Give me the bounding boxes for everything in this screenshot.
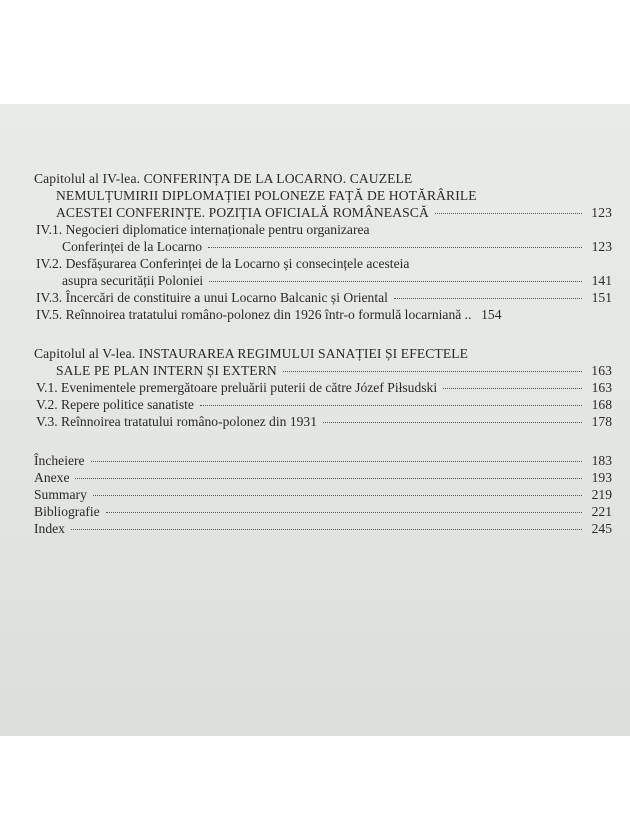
leader-dots: [106, 512, 582, 513]
page-number: 163: [591, 363, 612, 378]
page-number: 123: [591, 205, 612, 220]
leader-dots: [443, 388, 582, 389]
toc-chapter-4: [34, 170, 612, 221]
toc-row: [36, 413, 612, 430]
book-page: [0, 104, 630, 736]
toc-row: [36, 238, 612, 255]
leader-dots: [283, 371, 582, 372]
toc-back-matter: [34, 452, 612, 537]
leader-dots: [75, 478, 582, 479]
toc-row: [34, 469, 612, 486]
page-number: 154: [481, 307, 502, 322]
toc-row: [34, 486, 612, 503]
page-number: 219: [591, 487, 612, 502]
toc-row: [34, 204, 612, 221]
chapter-5-title-line-1: Capitolul al V-lea. INSTAURAREA REGIMULUI SANAȚIEI ȘI EFECTELE: [34, 346, 469, 361]
back-matter-label: Anexe: [34, 470, 70, 485]
leader-dots: [93, 495, 582, 496]
leader-dots: [435, 213, 582, 214]
back-matter-label: Încheiere: [34, 453, 85, 468]
section-title-line-2: Conferinței de la Locarno: [62, 239, 203, 254]
toc-row: [34, 452, 612, 469]
page-number: 163: [591, 380, 612, 395]
toc-row: [36, 289, 612, 306]
chapter-4-title-line-1: Capitolul al IV-lea. CONFERINȚA DE LA LOCARNO. CAUZELE: [34, 171, 413, 186]
leader-dots: [394, 298, 582, 299]
toc-row: [34, 503, 612, 520]
table-of-contents: [34, 170, 612, 537]
toc-section-4-1: [34, 221, 612, 255]
toc-section-5-2: [34, 396, 612, 413]
page-number: 221: [591, 504, 612, 519]
section-title: V.1. Evenimentele premergătoare preluării puterii de către Józef Piłsudski: [36, 380, 438, 395]
leader-dots: [323, 422, 582, 423]
section-title-line-1: IV.2. Desfășurarea Conferinței de la Locarno și consecințele acesteia: [36, 256, 410, 271]
toc-chapter-5: [34, 345, 612, 379]
toc-row: [36, 306, 612, 323]
toc-row: [36, 272, 612, 289]
page-number: 178: [591, 414, 612, 429]
leader-dots: [209, 281, 582, 282]
back-matter-label: Index: [34, 521, 65, 536]
leader-dots: [208, 247, 582, 248]
page-number: 183: [591, 453, 612, 468]
section-title-line-1: IV.1. Negocieri diplomatice internaționale pentru organizarea: [36, 222, 370, 237]
page-number: 123: [591, 239, 612, 254]
chapter-4-title-line-3: ACESTEI CONFERINȚE. POZIȚIA OFICIALĂ ROMÂNEASCĂ: [56, 205, 429, 220]
toc-section-4-5: [34, 306, 612, 323]
toc-row: [36, 396, 612, 413]
toc-section-4-3: [34, 289, 612, 306]
toc-section-5-3: [34, 413, 612, 430]
leader-dots: [71, 529, 582, 530]
toc-row: [36, 379, 612, 396]
section-title-line-2: asupra securității Poloniei: [62, 273, 204, 288]
page-number: 245: [591, 521, 612, 536]
leader-dots: [91, 461, 582, 462]
page-number: 168: [591, 397, 612, 412]
chapter-5-title-line-2: SALE PE PLAN INTERN ȘI EXTERN: [56, 363, 277, 378]
back-matter-label: Bibliografie: [34, 504, 100, 519]
page-number: 193: [591, 470, 612, 485]
toc-row: [34, 520, 612, 537]
toc-section-5-1: [34, 379, 612, 396]
leader-dots: [200, 405, 582, 406]
section-title: IV.5. Reînnoirea tratatului româno-polonez din 1926 într-o formulă locarniană ..: [36, 307, 472, 322]
section-title: V.3. Reînnoirea tratatului româno-polonez din 1931: [36, 414, 318, 429]
toc-section-4-2: [34, 255, 612, 289]
page-number: 141: [591, 273, 612, 288]
back-matter-label: Summary: [34, 487, 87, 502]
toc-row: [34, 362, 612, 379]
page-number: 151: [591, 290, 612, 305]
section-title: IV.3. Încercări de constituire a unui Locarno Balcanic și Oriental: [36, 290, 388, 305]
section-title: V.2. Repere politice sanatiste: [36, 397, 194, 412]
chapter-4-title-line-2: NEMULȚUMIRII DIPLOMAȚIEI POLONEZE FAȚĂ DE HOTĂRÂRILE: [56, 188, 477, 203]
